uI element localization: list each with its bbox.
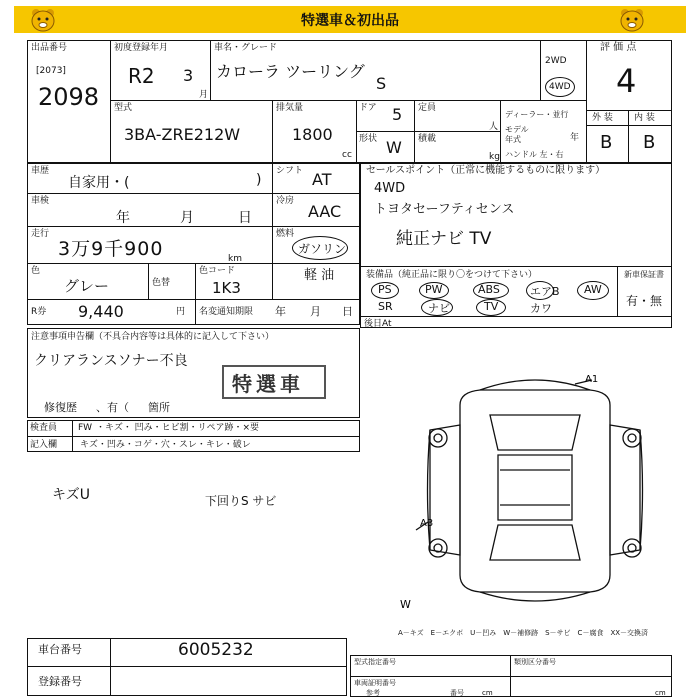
ac-label: 冷房 bbox=[276, 196, 295, 206]
namechange-year: 年 bbox=[275, 305, 286, 318]
color-value: グレー bbox=[64, 277, 110, 295]
ac-value: AAC bbox=[308, 202, 342, 221]
bottom-f: 参考 bbox=[366, 689, 380, 697]
reg-label: 初度登録年月 bbox=[114, 43, 169, 53]
memo-right: 下回りS サビ bbox=[205, 494, 277, 508]
score-ext-label: 外 装 bbox=[592, 113, 613, 123]
equip-sr: SR bbox=[378, 300, 393, 313]
color-code-label: 色コード bbox=[199, 266, 236, 276]
fuel-label: 燃料 bbox=[276, 229, 295, 239]
fuel-alt: 軽 油 bbox=[304, 268, 335, 283]
history-close: ) bbox=[256, 172, 262, 188]
color-label: 色 bbox=[31, 266, 41, 276]
history-label: 車歴 bbox=[31, 166, 50, 176]
equip-ps: PS bbox=[378, 283, 392, 296]
shift-value: AT bbox=[312, 170, 332, 189]
recycle-unit: 円 bbox=[176, 307, 186, 317]
mileage-label: 走行 bbox=[31, 229, 50, 239]
bottom-g: 番号 bbox=[450, 689, 464, 697]
car-diagram bbox=[400, 370, 670, 615]
repair-close: 箇所 bbox=[148, 401, 170, 414]
score-ext: B bbox=[600, 132, 613, 153]
lot-sub: [2073] bbox=[36, 66, 66, 76]
shape-value: W bbox=[386, 138, 402, 157]
model-value: 3BA-ZRE212W bbox=[124, 125, 241, 144]
mileage-unit: km bbox=[228, 254, 242, 264]
equipment-label: 装備品（純正品に限り〇をつけて下さい） bbox=[366, 270, 538, 280]
sales-line3: 純正ナビ TV bbox=[396, 229, 492, 249]
score-int: B bbox=[643, 132, 656, 153]
model-label: 型式 bbox=[114, 103, 133, 113]
recycle-label: R券 bbox=[31, 307, 47, 317]
bottom-a: 型式指定番号 bbox=[354, 658, 396, 666]
dealer-label: ディーラー・並行 bbox=[505, 110, 569, 119]
car-label: 車名・グレード bbox=[214, 43, 278, 53]
car-grade: S bbox=[376, 74, 387, 93]
namechange-month: 月 bbox=[310, 305, 321, 318]
legend: A－キズ E－エクボ U－凹み W－補修跡 S－サビ C－腐食 XX－交換済 bbox=[398, 629, 649, 637]
mark-a3: A3 bbox=[420, 518, 434, 529]
load-label: 積載 bbox=[418, 134, 437, 144]
equip-navi: ナビ bbox=[428, 302, 450, 315]
memo-left: キズU bbox=[52, 487, 90, 503]
warranty-value: 有・無 bbox=[626, 294, 663, 308]
equip-airbag: エアB bbox=[530, 285, 560, 298]
history-value: 自家用・( bbox=[68, 175, 130, 191]
notes-text: クリアランスソナー不良 bbox=[34, 353, 188, 369]
lot-label: 出品番号 bbox=[31, 43, 68, 53]
repair-value: 、有（ bbox=[96, 401, 129, 414]
disp-value: 1800 bbox=[292, 125, 333, 144]
sales-line2: トヨタセーフティセンス bbox=[374, 202, 515, 217]
warranty-label: 新車保証書 bbox=[624, 270, 664, 279]
car-name: カローラ ツーリング bbox=[216, 62, 365, 81]
mascot-right-icon bbox=[619, 8, 645, 32]
inspector-codes: ・キズ・ 凹み・ヒビ割・リペア跡・×要 bbox=[96, 423, 260, 433]
owner-label: 後日At bbox=[364, 319, 392, 329]
inspection-day: 日 bbox=[238, 210, 252, 226]
load-unit: kg bbox=[489, 152, 500, 162]
reg-month: 3 bbox=[183, 66, 194, 85]
chassis-value: 6005232 bbox=[178, 640, 254, 660]
inspection-label: 車検 bbox=[31, 196, 50, 206]
score-value: 4 bbox=[616, 62, 637, 100]
capacity-unit: 人 bbox=[489, 122, 499, 132]
disp-label: 排気量 bbox=[276, 103, 304, 113]
lot-number: 2098 bbox=[38, 83, 100, 111]
recycle-value: 9,440 bbox=[78, 302, 124, 321]
bottom-b: 類別区分番号 bbox=[514, 658, 556, 666]
chassis-label: 車台番号 bbox=[38, 643, 82, 656]
mileage-value: 3万9千900 bbox=[58, 238, 164, 260]
year-unit: 年 bbox=[570, 133, 580, 143]
drive-4wd: 4WD bbox=[549, 82, 571, 92]
equip-tv: TV bbox=[484, 300, 499, 313]
equip-pw: PW bbox=[425, 283, 443, 296]
inspector-label: 検査員 bbox=[30, 423, 58, 433]
notes-label: 注意事項申告欄（不具合内容等は具体的に記入して下さい） bbox=[31, 332, 275, 342]
inspector-fw: FW bbox=[78, 423, 93, 433]
shape-label: 形状 bbox=[359, 134, 378, 144]
color-code: 1K3 bbox=[212, 279, 241, 297]
shift-label: シフト bbox=[276, 166, 304, 176]
disp-unit: cc bbox=[342, 150, 352, 160]
capacity-label: 定員 bbox=[418, 103, 437, 113]
mark-a1: A1 bbox=[585, 374, 599, 385]
repair-label: 修復歴 bbox=[44, 401, 77, 414]
equip-aw: AW bbox=[584, 283, 602, 296]
fuel-value: ガソリン bbox=[298, 242, 347, 256]
namechange-day: 日 bbox=[342, 305, 353, 318]
handle-label: ハンドル 左・右 bbox=[505, 150, 564, 159]
bottom-cm1: cm bbox=[482, 689, 493, 697]
doors-value: 5 bbox=[392, 105, 403, 124]
equip-leather: カワ bbox=[530, 302, 552, 315]
sales-line1: 4WD bbox=[374, 181, 406, 196]
score-label: 評 価 点 bbox=[600, 42, 637, 53]
color-change-label: 色替 bbox=[152, 278, 171, 288]
reg-month-unit: 月 bbox=[199, 90, 209, 100]
record-label: 記入欄 bbox=[30, 440, 58, 450]
bottom-cm2: cm bbox=[655, 689, 666, 697]
reg-era: R2 bbox=[128, 64, 155, 88]
drive-2wd: 2WD bbox=[545, 56, 567, 66]
stamp: 特選車 bbox=[232, 372, 304, 396]
mark-w: W bbox=[400, 598, 411, 611]
sales-label: セールスポイント（正常に機能するものに限ります） bbox=[366, 165, 606, 176]
inspection-month: 月 bbox=[180, 210, 194, 226]
record-codes: キズ・凹み・コゲ・穴・スレ・キレ・破レ bbox=[80, 440, 251, 450]
equip-abs: ABS bbox=[478, 283, 500, 296]
doors-label: ドア bbox=[359, 103, 377, 113]
bottom-d: 車両証明番号 bbox=[354, 679, 396, 687]
score-int-label: 内 装 bbox=[634, 113, 655, 123]
header-title: 特選車＆初出品 bbox=[301, 13, 399, 29]
model-year-label: モデル 年式 bbox=[505, 125, 529, 144]
namechange-label: 名変通知期限 bbox=[199, 307, 254, 317]
inspection-year: 年 bbox=[116, 210, 130, 226]
plate-label: 登録番号 bbox=[38, 675, 82, 688]
